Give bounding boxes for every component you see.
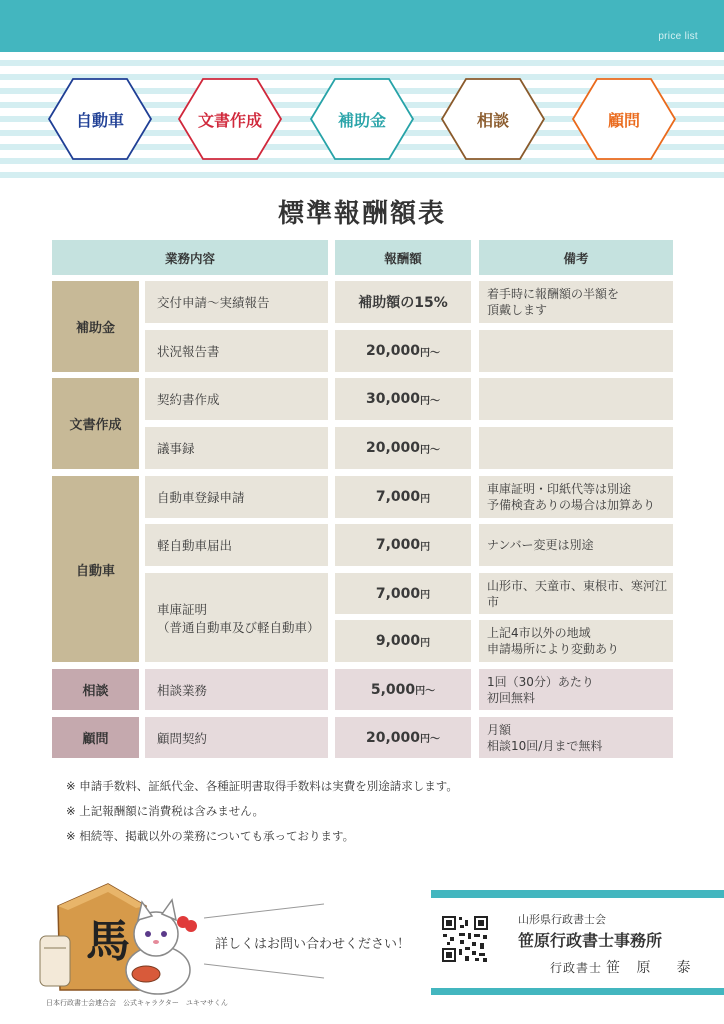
fee-value: 30,000 bbox=[365, 391, 421, 407]
fee-value: 5,000 bbox=[370, 681, 416, 698]
fee-unit: 円～ bbox=[420, 734, 441, 745]
table-row-item: 軽自動車届出 bbox=[145, 524, 328, 566]
remark-line: 頂戴します bbox=[487, 303, 548, 317]
qr-code-icon[interactable] bbox=[441, 915, 489, 963]
remark-line: 申請場所により変動あり bbox=[487, 642, 620, 656]
header-remarks: 備考 bbox=[479, 240, 673, 275]
category-label: 自動車 bbox=[75, 110, 124, 130]
fee-unit: 円～ bbox=[420, 347, 441, 359]
fee-value: 9,000 bbox=[375, 633, 421, 649]
fee-value: 7,000 bbox=[375, 537, 421, 553]
fee-value: 7,000 bbox=[375, 489, 421, 505]
table-row-remark bbox=[479, 524, 673, 566]
table-row-fee bbox=[335, 524, 471, 566]
table-row-remark bbox=[479, 281, 673, 323]
mascot-caption: 日本行政書士会連合会 公式キャラクター ユキマサくん bbox=[46, 999, 228, 1007]
remark-line: 1回（30分）あたり bbox=[487, 674, 594, 689]
price-list-label: price list bbox=[658, 31, 698, 42]
table-row-remark bbox=[479, 330, 673, 372]
table-row-fee bbox=[335, 330, 471, 372]
table-row-fee bbox=[335, 378, 471, 420]
office-name: 笹原行政書士事務所 bbox=[518, 931, 663, 950]
remark-line: 車庫証明・印紙代等は別途 bbox=[487, 482, 632, 496]
category-hex-consult bbox=[440, 77, 546, 161]
category-hex-car bbox=[47, 77, 153, 161]
table-row-remark bbox=[479, 573, 673, 614]
table-row-item bbox=[145, 573, 328, 662]
fee-unit: 円 bbox=[420, 541, 431, 553]
fee-value: 20,000 bbox=[365, 440, 421, 456]
remark-line: ナンバー変更は別途 bbox=[487, 538, 594, 552]
table-row-fee bbox=[335, 476, 471, 518]
table-row-fee bbox=[335, 281, 471, 323]
category-label: 顧問 bbox=[607, 110, 640, 130]
fee-value: 20,000 bbox=[365, 729, 421, 746]
group-consult: 相談 bbox=[52, 669, 139, 710]
table-row-item: 顧問契約 bbox=[145, 717, 328, 758]
fee-unit: 円 bbox=[420, 637, 431, 649]
remark-line: 上記4市以外の地域 bbox=[487, 626, 591, 640]
table-row-item: 自動車登録申請 bbox=[145, 476, 328, 518]
top-banner bbox=[0, 0, 724, 52]
svg-text:馬: 馬 bbox=[86, 916, 130, 967]
table-row-item: 契約書作成 bbox=[145, 378, 328, 420]
inquiry-text: 詳しくはお問い合わせください！ bbox=[215, 937, 411, 952]
group-subsidy: 補助金 bbox=[52, 281, 139, 372]
fee-unit: 円 bbox=[420, 590, 431, 601]
fee-unit: 円～ bbox=[415, 686, 436, 697]
remark-line: 予備検査ありの場合は加算あり bbox=[487, 498, 656, 512]
item-line: （普通自動車及び軽自動車） bbox=[157, 619, 320, 635]
remark-line: 初回無料 bbox=[487, 690, 536, 705]
category-hex-documents bbox=[177, 77, 283, 161]
category-hex-subsidy bbox=[309, 77, 415, 161]
footnote: ※ 上記報酬額に消費税は含みません。 bbox=[66, 804, 264, 818]
table-row-remark bbox=[479, 717, 673, 758]
fee-value: 7,000 bbox=[375, 585, 421, 602]
fee-value: 20,000 bbox=[365, 343, 421, 359]
header-service: 業務内容 bbox=[52, 240, 328, 275]
fee-unit: 円～ bbox=[420, 444, 441, 456]
representative bbox=[550, 957, 696, 977]
representative-title: 行政書士 bbox=[550, 961, 603, 975]
page-title: 標準報酬額表 bbox=[277, 199, 446, 229]
group-advisor: 顧問 bbox=[52, 717, 139, 758]
table-row-remark bbox=[479, 378, 673, 420]
category-label: 補助金 bbox=[337, 110, 386, 130]
table-row-item: 交付申請～実績報告 bbox=[145, 281, 328, 323]
table-row-remark bbox=[479, 476, 673, 518]
table-row-item: 状況報告書 bbox=[145, 330, 328, 372]
remark-line: 相談10回/月まで無料 bbox=[487, 738, 603, 753]
group-documents: 文書作成 bbox=[52, 378, 139, 469]
contact-bar-top bbox=[431, 890, 724, 898]
table-row-item: 議事録 bbox=[145, 427, 328, 469]
group-car: 自動車 bbox=[52, 476, 139, 662]
footnote: ※ 申請手数料、証紙代金、各種証明書取得手数料は実費を別途請求します。 bbox=[66, 779, 458, 793]
category-label: 相談 bbox=[476, 110, 509, 130]
association-name: 山形県行政書士会 bbox=[518, 913, 606, 926]
category-label: 文書作成 bbox=[197, 110, 262, 130]
representative-name: 笹 原 泰 bbox=[606, 960, 697, 976]
fee-unit: 円 bbox=[420, 493, 431, 505]
item-line: 車庫証明 bbox=[157, 601, 208, 617]
table-row-remark bbox=[479, 427, 673, 469]
table-row-fee bbox=[335, 620, 471, 662]
remark-line: 着手時に報酬額の半額を bbox=[487, 287, 620, 301]
fee-unit: 円～ bbox=[420, 395, 441, 407]
contact-bar-bottom bbox=[431, 988, 724, 995]
table-row-fee bbox=[335, 669, 471, 710]
footnote: ※ 相続等、掲載以外の業務についても承っております。 bbox=[66, 829, 355, 843]
table-row-fee bbox=[335, 427, 471, 469]
remark-line: 山形市、天童市、東根市、寒河江市 bbox=[487, 578, 668, 609]
table-row-fee bbox=[335, 573, 471, 614]
table-row-fee bbox=[335, 717, 471, 758]
table-row-remark bbox=[479, 669, 673, 710]
mascot-illustration bbox=[38, 878, 198, 996]
category-hex-advisor bbox=[571, 77, 677, 161]
table-row-item: 相談業務 bbox=[145, 669, 328, 710]
header-fee: 報酬額 bbox=[335, 240, 471, 275]
remark-line: 月額 bbox=[487, 722, 512, 737]
table-row-remark bbox=[479, 620, 673, 662]
fee-value: 補助額の15% bbox=[358, 295, 448, 311]
